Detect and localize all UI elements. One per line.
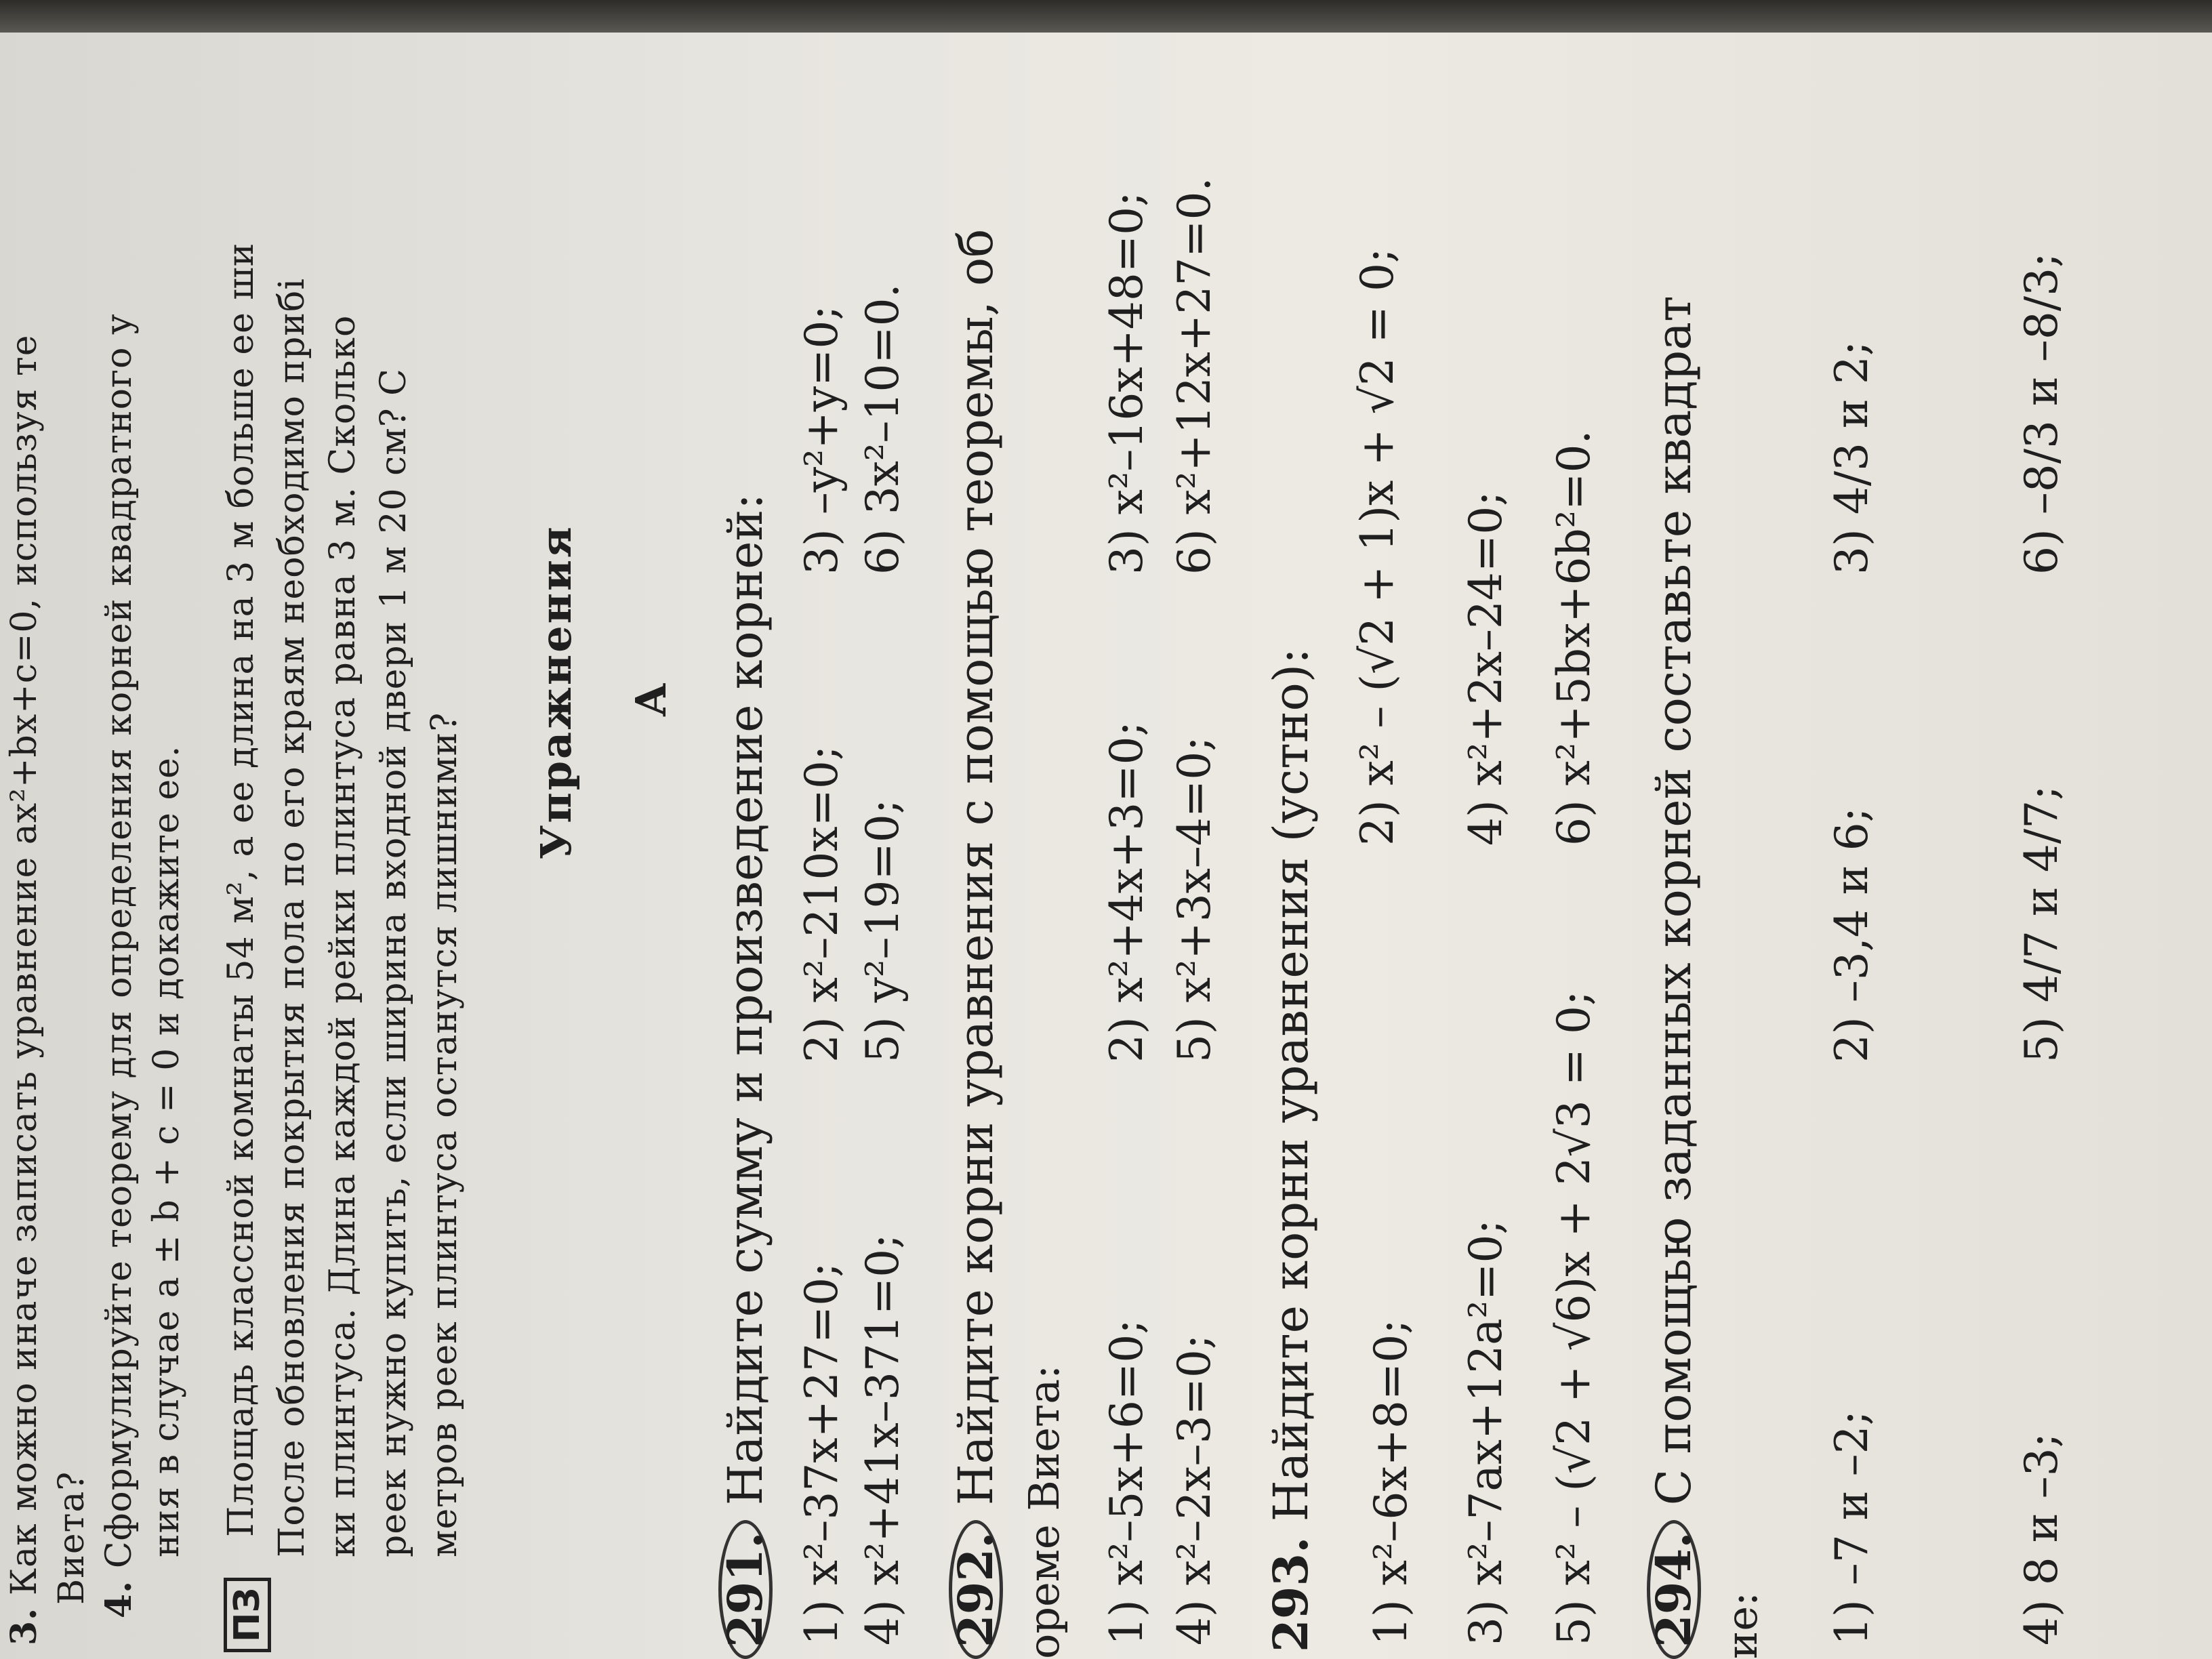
ex291-item-4: 4) x²+41x–371=0; (857, 1233, 909, 1645)
exercise-292-number: 292. (949, 1521, 1003, 1659)
exercise-293-heading (1263, 648, 1319, 1652)
ex292-item-5: 5) x²+3x–4=0; (1168, 736, 1221, 1063)
ex292-item-1: 1) x²–5x+6=0; (1101, 1319, 1153, 1645)
ex291-item-1: 1) x²–37x+27=0; (796, 1262, 848, 1645)
question-3-text: Как можно иначе записать уравнение ax²+bx+c=0, используя те (4, 334, 45, 1596)
exercise-294-task: С помощью заданных корней составьте квадрат (1646, 295, 1702, 1506)
ex294-item-4: 4) 8 и –3; (2015, 1433, 2068, 1645)
ex291-item-6: 6) 3x²–10=0. (857, 283, 909, 575)
question-3 (3, 334, 45, 1646)
exercise-291-number: 291. (718, 1521, 773, 1659)
ex291-item-3: 3) –y²+y=0; (796, 305, 848, 575)
ex291-item-5: 5) y²–19=0; (857, 799, 909, 1063)
ex294-item-2: 2) –3,4 и 6; (1826, 807, 1878, 1063)
ex293-item-4: 4) x²+2x–24=0; (1460, 491, 1512, 846)
ex293-item-2: 2) x² – (√2 + 1)x + √2 = 0; (1351, 247, 1404, 846)
question-4-line-2: ния в случае a ± b + c = 0 и докажите ее. (146, 745, 187, 1557)
exercise-293-number: 293. (1263, 1536, 1319, 1652)
ex292-item-6: 6) x²+12x+27=0. (1168, 177, 1221, 575)
pz-line-4: реек нужно купить, если ширина входной двери 1 м 20 см? С (373, 368, 414, 1557)
pz-label: ПЗ (224, 1578, 271, 1652)
question-4-text: Сформулируйте теорему для определения корней квадратного у (99, 313, 140, 1569)
exercise-294-number: 294. (1647, 1521, 1701, 1659)
exercise-292-task-cont: ореме Виета: (1019, 1364, 1069, 1659)
ex294-item-6: 6) –8/3 и –8/3; (2015, 252, 2068, 575)
section-level: А (626, 680, 676, 717)
ex293-item-1: 1) x²–6x+8=0; (1365, 1319, 1417, 1645)
pz-line-5: метров реек плинтуса останутся лишними? (424, 712, 465, 1557)
question-3-number: 3. (3, 1607, 45, 1645)
ex292-item-3: 3) x²–16x+48=0; (1101, 191, 1153, 575)
exercise-293-task: Найдите корни уравнения (устно): (1263, 648, 1319, 1522)
pz-line-1: Площадь классной комнаты 54 м², а ее длина на 3 м больше ее ши (221, 242, 262, 1537)
question-4 (98, 313, 140, 1618)
exercise-292-task: Найдите корни уравнения с помощью теоремы, об (948, 228, 1004, 1506)
ex294-item-5: 5) 4/7 и 4/7; (2015, 785, 2068, 1063)
ex294-item-3: 3) 4/3 и 2; (1826, 340, 1878, 575)
ex293-item-3: 3) x²–7ax+12a²=0; (1460, 1219, 1512, 1645)
ex291-item-2: 2) x²–210x=0; (796, 745, 848, 1063)
ex292-item-2: 2) x²+4x+3=0; (1101, 721, 1153, 1063)
pz-line-3: ки плинтуса. Длина каждой рейки плинтуса равна 3 м. Сколько (323, 314, 363, 1557)
question-3-line-2: Виета? (52, 1471, 92, 1605)
ex293-item-5: 5) x² – (√2 + √6)x + 2√3 = 0; (1548, 990, 1600, 1645)
exercise-291-heading (718, 493, 773, 1652)
section-title: Упражнения (531, 525, 581, 859)
exercise-292-heading (949, 229, 1003, 1652)
exercise-294-heading (1647, 295, 1701, 1652)
exercise-291-task: Найдите сумму и произведение корней: (718, 493, 773, 1506)
exercise-294-task-cont: ие: (1717, 1592, 1767, 1659)
question-4-number: 4. (98, 1580, 140, 1618)
ex294-item-1: 1) –7 и –2; (1826, 1410, 1878, 1645)
ex293-item-6: 6) x²+5bx+6b²=0. (1548, 430, 1600, 846)
pz-line-2: После обновления покрытия пола по его краям необходимо прибі (272, 278, 312, 1557)
ex292-item-4: 4) x²–2x–3=0; (1168, 1334, 1221, 1645)
